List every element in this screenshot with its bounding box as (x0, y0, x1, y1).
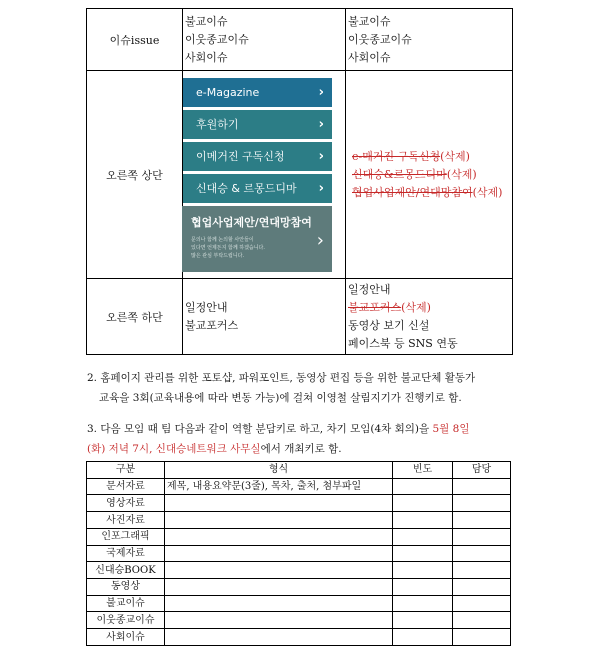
row-label: 이슈issue (87, 9, 183, 71)
chevron-right-icon: › (318, 180, 324, 196)
table-row: 불교이슈 (87, 595, 511, 612)
paragraph-3: 3. 다음 모임 때 팀 다음과 같이 역할 분담키로 하고, 차기 모임(4차 회의)을 5월 8일 (화) 저녁 7시, 신대승네트워크 사무실에서 개최키로 함. (87, 423, 470, 455)
table-header-row: 구분 형식 빈도 담당 (87, 462, 511, 479)
paragraph-2: 2. 홈페이지 관리를 위한 포토샵, 파워포인트, 동영상 편집 등을 위한 불교단체 활동가 교육을 3회(교육내용에 따라 변동 가능)에 걸쳐 이영철 살림지기가 진행키로 함. (87, 372, 476, 404)
menu-item-emagazine[interactable]: e-Magazine › (182, 78, 332, 107)
sidebar-menu-preview (182, 78, 332, 272)
col3-cell: e-매거진 구독신청(삭제) 신대승&르몽드디마(삭제) 협업사업제안/연대망참여(삭제) (346, 71, 513, 279)
cooperation-description: 문의나 함께 논의할 사안들이 있다면 언제든지 함께 하겠습니다. 많은 관심 부탁드립니다. (191, 236, 265, 259)
menu-cell (183, 71, 346, 279)
table-row: 인포그래픽 (87, 528, 511, 545)
table-row: 사진자료 (87, 512, 511, 529)
menu-item-cooperation[interactable]: 협업사업제안/연대망참여 문의나 함께 논의할 사안들이 있다면 언제든지 함께 하겠습니다. 많은 관심 부탁드립니다. › (182, 206, 332, 272)
table-row: 국제자료 (87, 545, 511, 562)
table-row: 이웃종교이슈 (87, 612, 511, 629)
menu-item-subscribe[interactable]: 이메거진 구독신청 › (182, 142, 332, 171)
col2-cell: 불교이슈 이웃종교이슈 사회이슈 (183, 9, 346, 71)
menu-item-donate[interactable]: 후원하기 › (182, 110, 332, 139)
issue-table (86, 8, 513, 355)
chevron-right-icon: › (318, 84, 324, 100)
table-row: 신대승BOOK (87, 562, 511, 579)
col3-cell: 불교이슈 이웃종교이슈 사회이슈 (346, 9, 513, 71)
chevron-right-icon: › (318, 116, 324, 132)
col2-cell: 일정안내 불교포커스 (183, 279, 346, 355)
row-label: 오른쪽 상단 (87, 71, 183, 279)
role-table (86, 461, 511, 646)
chevron-right-icon: › (316, 229, 324, 251)
table-row: 영상자료 (87, 495, 511, 512)
row-label: 오른쪽 하단 (87, 279, 183, 355)
table-row: 문서자료 제목, 내용요약문(3줄), 목차, 출처, 첨부파일 (87, 478, 511, 495)
table-row: 사회이슈 (87, 629, 511, 646)
chevron-right-icon: › (318, 148, 324, 164)
col3-cell: 일정안내 불교포커스(삭제) 동영상 보기 신설 페이스북 등 SNS 연동 (346, 279, 513, 355)
menu-item-lemonde[interactable]: 신대승 & 르몽드디마 › (182, 174, 332, 203)
table-row: 동영상 (87, 579, 511, 596)
